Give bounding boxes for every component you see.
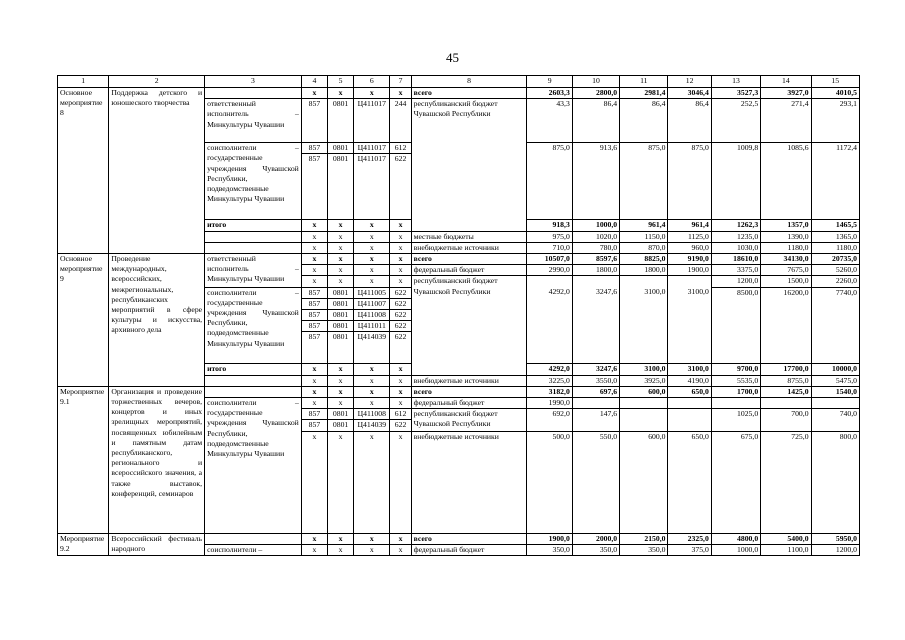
table-cell: 0801 [327, 420, 353, 431]
table-cell: х [354, 544, 390, 555]
table-row [58, 533, 860, 544]
table-cell: Ц411017 [354, 154, 390, 220]
table-cell: 700,0 [761, 409, 811, 431]
table-cell: Ц411007 [354, 298, 390, 309]
table-cell: Ц411008 [354, 310, 390, 321]
table-cell: 1990,0 [527, 398, 572, 409]
header-cell: 7 [390, 76, 411, 88]
table-cell: х [327, 533, 353, 544]
table-cell: 1009,8 [711, 143, 760, 220]
funding-source: республиканский бюджет Чувашской Республики [411, 99, 527, 231]
table-cell: 18610,0 [711, 254, 760, 265]
executor-cell: соисполнители – государственные учреждения Чувашской Республики, подведомственные Минкультуры Чувашии [205, 398, 302, 534]
table-cell: 244 [390, 99, 411, 143]
table-cell: 870,0 [620, 242, 668, 253]
table-cell: 612 [390, 409, 411, 420]
table-cell: Ц411005 [354, 287, 390, 298]
table-cell: х [390, 242, 411, 253]
table-cell: х [327, 386, 353, 397]
table-cell: 1100,0 [761, 544, 811, 555]
executor-cell: ответственный исполнитель – Минкультуры Чувашии [205, 254, 302, 288]
table-cell: 4010,5 [811, 88, 859, 99]
table-cell: 1020,0 [572, 231, 619, 242]
executor-cell: соисполнители – [205, 544, 302, 555]
table-cell: 5260,0 [811, 265, 859, 276]
table-cell: 7675,0 [761, 265, 811, 276]
table-cell: х [390, 375, 411, 386]
table-cell: х [301, 364, 327, 375]
table-cell: х [390, 533, 411, 544]
table-row [58, 88, 860, 99]
table-cell: х [301, 375, 327, 386]
table-cell: 857 [301, 409, 327, 420]
table-cell: 20735,0 [811, 254, 859, 265]
table-cell: х [301, 231, 327, 242]
header-cell: 11 [620, 76, 668, 88]
table-cell: 800,0 [811, 431, 859, 533]
table-cell: 1000,0 [711, 544, 760, 555]
header-cell: 6 [354, 76, 390, 88]
table-cell: 1800,0 [620, 265, 668, 276]
table-cell: 252,5 [711, 99, 760, 143]
table-cell: 2981,4 [620, 88, 668, 99]
table-cell: 1200,0 [711, 276, 760, 287]
table-cell: 3046,4 [668, 88, 711, 99]
table-cell: 913,6 [572, 143, 619, 220]
table-cell: х [390, 386, 411, 397]
table-cell [572, 276, 619, 287]
table-cell: 857 [301, 287, 327, 298]
table-cell: 3247,6 [572, 364, 619, 375]
table-cell [620, 276, 668, 287]
table-cell: 0801 [327, 154, 353, 220]
table-row [58, 386, 860, 397]
table-cell: всего [411, 386, 527, 397]
table-cell: 1425,0 [761, 386, 811, 397]
table-cell [620, 409, 668, 431]
table-cell: внебюджетные источники [411, 375, 527, 386]
table-cell: х [390, 276, 411, 287]
table-cell [668, 398, 711, 409]
table-cell: 622 [390, 298, 411, 309]
table-cell: х [354, 265, 390, 276]
table-cell: 0801 [327, 99, 353, 143]
table-cell: 375,0 [668, 544, 711, 555]
table-cell: х [354, 242, 390, 253]
table-cell: х [301, 254, 327, 265]
table-cell: х [390, 431, 411, 533]
table-cell: 8825,0 [620, 254, 668, 265]
table-cell: 9700,0 [711, 364, 760, 375]
table-cell: 0801 [327, 298, 353, 309]
table-cell: х [390, 398, 411, 409]
header-cell: 2 [109, 76, 205, 88]
table-cell: 2150,0 [620, 533, 668, 544]
table-cell: 5950,0 [811, 533, 859, 544]
table-cell: х [301, 431, 327, 533]
table-cell: 7740,0 [811, 287, 859, 364]
table-cell: 780,0 [572, 242, 619, 253]
measure-description: Поддержка детского и юношеского творчества [109, 88, 205, 254]
header-cell: 1 [58, 76, 109, 88]
budget-table [57, 75, 860, 556]
measure-description: Проведение международных, всероссийских, межрегиональных, республиканских мероприятий в сфере культуры и искусства, архивного дела [109, 254, 205, 387]
funding-source: республиканский бюджет Чувашской Республики [411, 409, 527, 431]
funding-source: республиканский бюджет Чувашской Республики [411, 276, 527, 375]
table-cell: 9190,0 [668, 254, 711, 265]
table-cell: 3100,0 [620, 287, 668, 364]
table-cell: Ц411017 [354, 99, 390, 143]
table-cell: 875,0 [527, 143, 572, 220]
table-cell: 8597,6 [572, 254, 619, 265]
table-cell: 622 [390, 154, 411, 220]
table-cell: х [390, 254, 411, 265]
table-cell: х [390, 220, 411, 231]
table-cell: 692,0 [527, 409, 572, 431]
table-cell: х [327, 375, 353, 386]
table-cell: 0801 [327, 287, 353, 298]
table-cell: 86,4 [572, 99, 619, 143]
table-cell: 16200,0 [761, 287, 811, 364]
table-cell [527, 276, 572, 287]
table-cell: 2000,0 [572, 533, 619, 544]
table-cell: 0801 [327, 321, 353, 332]
table-cell: х [327, 242, 353, 253]
table-cell: х [301, 265, 327, 276]
table-cell: 2603,3 [527, 88, 572, 99]
table-cell: 1025,0 [711, 409, 760, 431]
table-cell: х [354, 533, 390, 544]
table-cell: 1180,0 [811, 242, 859, 253]
table-cell: 675,0 [711, 431, 760, 533]
table-cell: 1700,0 [711, 386, 760, 397]
table-cell: федеральный бюджет [411, 398, 527, 409]
table-cell: 961,4 [620, 220, 668, 231]
table-cell: х [327, 276, 353, 287]
table-cell: 1390,0 [761, 231, 811, 242]
table-cell: Ц414039 [354, 332, 390, 364]
table-cell: 857 [301, 143, 327, 154]
table-cell: 3550,0 [572, 375, 619, 386]
table-cell [711, 398, 760, 409]
table-cell: 10000,0 [811, 364, 859, 375]
table-cell: х [327, 265, 353, 276]
table-cell: 857 [301, 321, 327, 332]
table-cell [620, 398, 668, 409]
table-cell [205, 533, 302, 544]
table-cell: 875,0 [620, 143, 668, 220]
table-cell [205, 375, 302, 386]
measure-label: Основное мероприятие 9 [58, 254, 109, 387]
header-cell: 8 [411, 76, 527, 88]
table-cell: 612 [390, 143, 411, 154]
table-cell: х [390, 88, 411, 99]
table-cell: 622 [390, 332, 411, 364]
table-cell: 350,0 [527, 544, 572, 555]
table-cell: 857 [301, 99, 327, 143]
table-cell: 3100,0 [620, 364, 668, 375]
table-cell: 1235,0 [711, 231, 760, 242]
header-row [58, 76, 860, 88]
header-cell: 15 [811, 76, 859, 88]
table-cell: х [354, 88, 390, 99]
header-cell: 9 [527, 76, 572, 88]
table-cell: х [354, 364, 390, 375]
table-cell: 1085,6 [761, 143, 811, 220]
table-cell: 0801 [327, 332, 353, 364]
table-cell: 1030,0 [711, 242, 760, 253]
table-cell: 622 [390, 321, 411, 332]
table-cell: 4190,0 [668, 375, 711, 386]
table-cell: 857 [301, 310, 327, 321]
table-cell: 1150,0 [620, 231, 668, 242]
table-cell: х [354, 220, 390, 231]
table-cell: 0801 [327, 409, 353, 420]
table-cell [205, 386, 302, 397]
table-cell: 3100,0 [668, 287, 711, 364]
table-cell: 17700,0 [761, 364, 811, 375]
table-cell: 857 [301, 298, 327, 309]
table-cell: 2260,0 [811, 276, 859, 287]
table-cell: 1365,0 [811, 231, 859, 242]
table-cell: х [354, 386, 390, 397]
table-cell: 4292,0 [527, 287, 572, 364]
table-cell: 4800,0 [711, 533, 760, 544]
table-cell: 350,0 [572, 544, 619, 555]
table-cell: 3225,0 [527, 375, 572, 386]
header-cell: 10 [572, 76, 619, 88]
table-cell: 5535,0 [711, 375, 760, 386]
table-cell: х [390, 231, 411, 242]
table-cell: 1900,0 [527, 533, 572, 544]
table-cell: 975,0 [527, 231, 572, 242]
table-cell: х [390, 544, 411, 555]
total-label: итого [205, 364, 302, 375]
table-cell: х [327, 220, 353, 231]
header-cell: 5 [327, 76, 353, 88]
table-cell: х [327, 364, 353, 375]
table-cell: 5475,0 [811, 375, 859, 386]
table-cell: х [390, 364, 411, 375]
table-cell [205, 242, 302, 253]
table-cell [761, 398, 811, 409]
total-label: итого [205, 220, 302, 231]
table-cell: х [354, 431, 390, 533]
table-cell: 1000,0 [572, 220, 619, 231]
table-cell: 650,0 [668, 386, 711, 397]
header-cell: 3 [205, 76, 302, 88]
table-cell: 710,0 [527, 242, 572, 253]
table-cell: 857 [301, 332, 327, 364]
table-cell: Ц414039 [354, 420, 390, 431]
table-cell: 1500,0 [761, 276, 811, 287]
table-cell: х [354, 276, 390, 287]
table-cell: федеральный бюджет [411, 544, 527, 555]
table-cell: 3927,0 [761, 88, 811, 99]
measure-description: Всероссийский фестиваль народного [109, 533, 205, 555]
table-cell: 1540,0 [811, 386, 859, 397]
table-cell: 1200,0 [811, 544, 859, 555]
table-cell: 86,4 [668, 99, 711, 143]
table-cell: 650,0 [668, 431, 711, 533]
table-cell: х [354, 398, 390, 409]
table-cell: Ц411008 [354, 409, 390, 420]
table-cell: х [301, 398, 327, 409]
table-cell: 1800,0 [572, 265, 619, 276]
table-cell [205, 231, 302, 242]
header-cell: 14 [761, 76, 811, 88]
table-cell: 600,0 [620, 386, 668, 397]
table-cell: х [354, 375, 390, 386]
table-cell: всего [411, 254, 527, 265]
table-cell: 3247,6 [572, 287, 619, 364]
table-cell: 960,0 [668, 242, 711, 253]
table-row [58, 254, 860, 265]
table-cell: х [327, 398, 353, 409]
table-cell: 0801 [327, 310, 353, 321]
page-number: 45 [446, 50, 459, 65]
table-cell: всего [411, 88, 527, 99]
table-cell: 0801 [327, 143, 353, 154]
table-cell [811, 398, 859, 409]
table-cell: х [354, 231, 390, 242]
table-cell: 857 [301, 420, 327, 431]
executor-cell: ответственный исполнитель – Минкультуры Чувашии [205, 99, 302, 143]
table-cell: 1125,0 [668, 231, 711, 242]
measure-description: Организация и проведение торжественных вечеров, концертов и иных зрелищных мероприятий, посвященных юбилейным и памятным датам республиканского, регионального и всероссийского значения, а также выставок, конференций, семинаров [109, 386, 205, 533]
table-cell: х [327, 231, 353, 242]
table-cell: 622 [390, 420, 411, 431]
table-cell: 500,0 [527, 431, 572, 533]
table-cell: 43,3 [527, 99, 572, 143]
table-cell: 3100,0 [668, 364, 711, 375]
table-cell: 34130,0 [761, 254, 811, 265]
table-cell: 86,4 [620, 99, 668, 143]
table-cell: 2800,0 [572, 88, 619, 99]
table-cell: 1465,5 [811, 220, 859, 231]
table-cell: 8500,0 [711, 287, 760, 364]
table-cell: 857 [301, 154, 327, 220]
table-cell: х [327, 88, 353, 99]
table-cell: 600,0 [620, 431, 668, 533]
table-cell: внебюджетные источники [411, 242, 527, 253]
table-cell: х [327, 431, 353, 533]
table-cell [668, 276, 711, 287]
header-cell: 13 [711, 76, 760, 88]
table-cell: местные бюджеты [411, 231, 527, 242]
table-cell: 622 [390, 287, 411, 298]
header-cell: 12 [668, 76, 711, 88]
table-cell: х [301, 276, 327, 287]
table-cell: 293,1 [811, 99, 859, 143]
table-cell: 2325,0 [668, 533, 711, 544]
table-cell: 350,0 [620, 544, 668, 555]
measure-label: Основное мероприятие 8 [58, 88, 109, 254]
table-cell: 622 [390, 310, 411, 321]
table-cell: х [301, 533, 327, 544]
table-cell: 3182,0 [527, 386, 572, 397]
measure-label: Мероприятие 9.2 [58, 533, 109, 555]
table-cell: 10507,0 [527, 254, 572, 265]
table-cell: 271,4 [761, 99, 811, 143]
measure-label: Мероприятие 9.1 [58, 386, 109, 533]
table-cell: 1262,3 [711, 220, 760, 231]
header-cell: 4 [301, 76, 327, 88]
table-cell: 875,0 [668, 143, 711, 220]
table-cell: 550,0 [572, 431, 619, 533]
table-cell: х [327, 544, 353, 555]
table-cell: внебюджетные источники [411, 431, 527, 533]
table-cell: 2990,0 [527, 265, 572, 276]
table-cell: х [301, 220, 327, 231]
table-cell: Ц411011 [354, 321, 390, 332]
table-cell: 1172,4 [811, 143, 859, 220]
table-cell: 3925,0 [620, 375, 668, 386]
table-cell: х [301, 88, 327, 99]
table-cell: всего [411, 533, 527, 544]
table-cell: 1900,0 [668, 265, 711, 276]
table-cell: 3527,3 [711, 88, 760, 99]
table-cell [668, 409, 711, 431]
table-cell: 740,0 [811, 409, 859, 431]
table-cell [572, 398, 619, 409]
table-cell: х [301, 242, 327, 253]
table-cell: х [390, 265, 411, 276]
table-cell: Ц411017 [354, 143, 390, 154]
table-cell: 961,4 [668, 220, 711, 231]
table-cell: федеральный бюджет [411, 265, 527, 276]
table-cell: х [354, 254, 390, 265]
table-cell: 4292,0 [527, 364, 572, 375]
table-cell: 3375,0 [711, 265, 760, 276]
table-cell: 5400,0 [761, 533, 811, 544]
table-cell: х [327, 254, 353, 265]
executor-cell: соисполнители – государственные учреждения Чувашской Республики, подведомственные Минкультуры Чувашии [205, 287, 302, 364]
table-cell: 1357,0 [761, 220, 811, 231]
table-cell: х [301, 386, 327, 397]
table-cell: 1180,0 [761, 242, 811, 253]
table-cell: х [301, 544, 327, 555]
table-cell: 8755,0 [761, 375, 811, 386]
table-cell: 147,6 [572, 409, 619, 431]
table-cell [205, 88, 302, 99]
table-cell: 697,6 [572, 386, 619, 397]
table-cell: 918,3 [527, 220, 572, 231]
executor-cell: соисполнители – государственные учреждения Чувашской Республики, подведомственные Минкультуры Чувашии [205, 143, 302, 220]
table-cell: 725,0 [761, 431, 811, 533]
